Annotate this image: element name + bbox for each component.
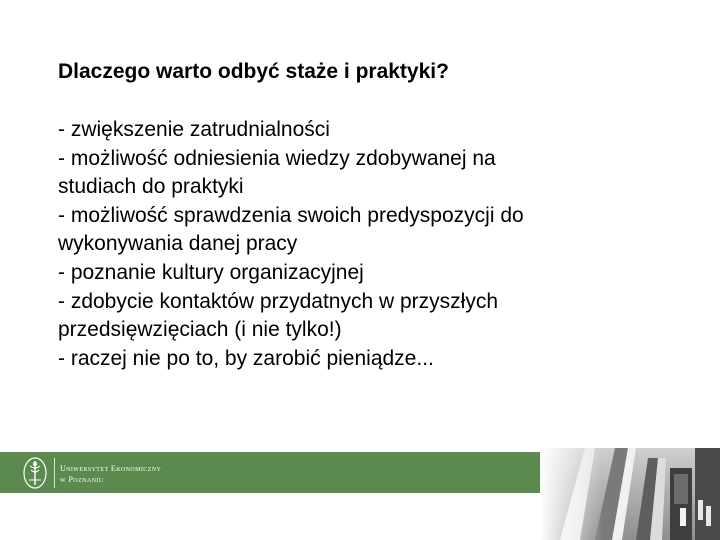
bullet-line: - poznanie kultury organizacyjnej [58, 260, 364, 284]
bullet-line: - zwiększenie zatrudnialności [58, 118, 330, 141]
bullet-line: - możliwość sprawdzenia swoich predyspozycji do [58, 203, 524, 227]
logo-line-2: w Poznaniu [60, 475, 104, 484]
bullet-line: studiach do praktyki [58, 175, 244, 199]
bullet-line: przedsięwzięciach (i nie tylko!) [58, 318, 342, 342]
bullet-line: - raczej nie po to, by zarobić pieniądze... [58, 346, 434, 370]
bullet-list [58, 116, 658, 373]
slide-title: Dlaczego warto odbyć staże i praktyki? [58, 60, 449, 83]
university-logo-text [60, 463, 161, 485]
university-emblem-icon [22, 456, 48, 490]
bullet-line: - możliwość odniesienia wiedzy zdobywanej na [58, 146, 496, 170]
university-building-photo [540, 448, 720, 540]
logo-line-1: Uniwersytet Ekonomiczny [60, 464, 162, 473]
bullet-line: - zdobycie kontaktów przydatnych w przyszłych [58, 289, 499, 313]
bullet-line: wykonywania danej pracy [58, 232, 298, 256]
logo-divider [54, 458, 55, 488]
